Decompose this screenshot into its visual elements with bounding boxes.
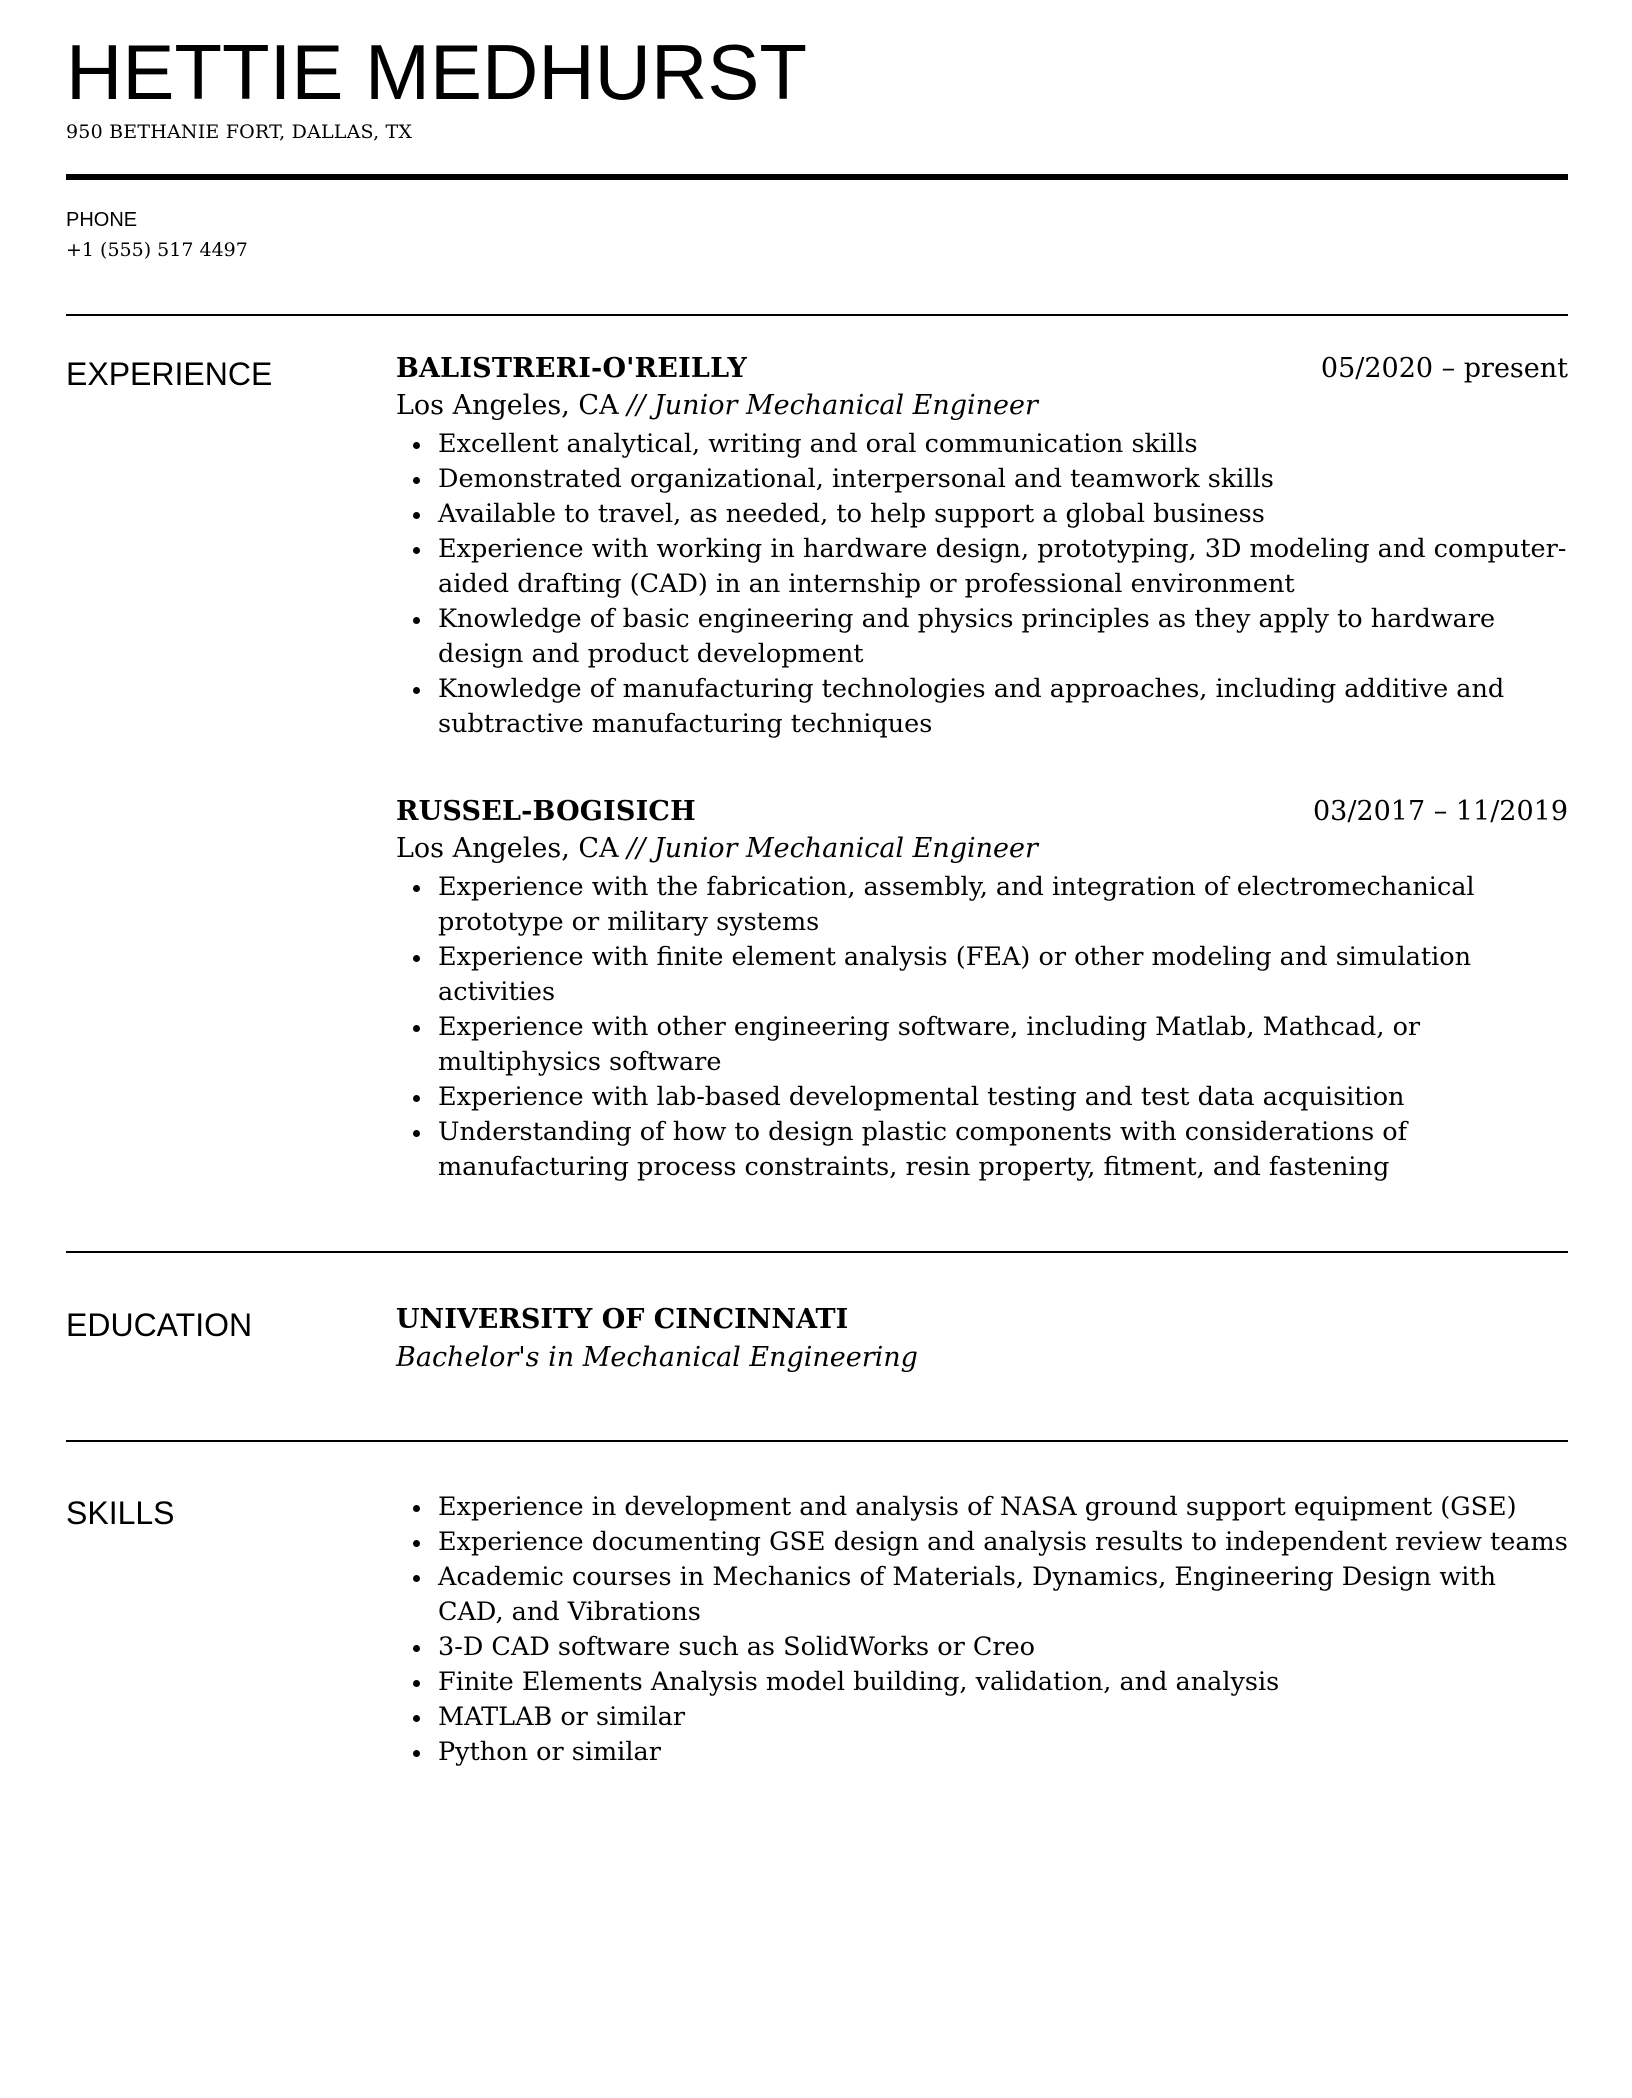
list-item: Finite Elements Analysis model building, validation, and analysis	[438, 1665, 1568, 1700]
list-item: Experience documenting GSE design and analysis results to independent review teams	[438, 1525, 1568, 1560]
phone-value: +1 (555) 517 4497	[66, 239, 248, 261]
skills-section	[66, 1490, 1568, 1770]
job-header	[396, 794, 1568, 830]
skills-body	[396, 1490, 1568, 1770]
job-dates: 03/2017 – 11/2019	[1313, 796, 1568, 827]
list-item: Excellent analytical, writing and oral communication skills	[438, 427, 1568, 462]
list-item: Experience with working in hardware design, prototyping, 3D modeling and computer-aided drafting (CAD) in an internship or professional environment	[438, 532, 1568, 602]
job-entry	[396, 794, 1568, 1185]
job-company: RUSSEL-BOGISICH	[396, 796, 696, 827]
job-company: BALISTRERI-O'REILLY	[396, 353, 748, 384]
section-divider	[66, 314, 1568, 316]
job-location: Los Angeles, CA	[396, 833, 619, 864]
phone-label: PHONE	[66, 209, 138, 231]
job-header	[396, 351, 1568, 387]
job-subtitle	[396, 387, 1568, 425]
list-item: Knowledge of manufacturing technologies and approaches, including additive and subtractive manufacturing techniques	[438, 672, 1568, 742]
job-bullets	[396, 427, 1568, 742]
list-item: Experience with the fabrication, assembly, and integration of electromechanical prototype or military systems	[438, 870, 1568, 940]
list-item: Available to travel, as needed, to help support a global business	[438, 497, 1568, 532]
section-divider	[66, 1440, 1568, 1442]
list-item: Python or similar	[438, 1735, 1568, 1770]
education-section	[66, 1302, 1568, 1378]
job-separator: //	[627, 390, 646, 421]
candidate-name: HETTIE MEDHURST	[66, 28, 807, 116]
candidate-address: 950 BETHANIE FORT, DALLAS, TX	[66, 121, 413, 143]
header-divider	[66, 174, 1568, 180]
list-item: Knowledge of basic engineering and physics principles as they apply to hardware design and product development	[438, 602, 1568, 672]
job-entry	[396, 351, 1568, 742]
contact-block	[66, 208, 1568, 262]
section-title-skills: SKILLS	[66, 1495, 175, 1531]
list-item: Academic courses in Mechanics of Materials, Dynamics, Engineering Design with CAD, and Vibrations	[438, 1560, 1568, 1630]
experience-body	[396, 351, 1568, 1185]
job-subtitle	[396, 830, 1568, 868]
job-role: Junior Mechanical Engineer	[653, 833, 1038, 864]
experience-section	[66, 351, 1568, 1185]
job-location: Los Angeles, CA	[396, 390, 619, 421]
skills-list	[396, 1490, 1568, 1770]
list-item: Demonstrated organizational, interpersonal and teamwork skills	[438, 462, 1568, 497]
list-item: 3-D CAD software such as SolidWorks or Creo	[438, 1630, 1568, 1665]
list-item: Experience with lab-based developmental testing and test data acquisition	[438, 1080, 1568, 1115]
section-title-experience: EXPERIENCE	[66, 356, 273, 392]
job-separator: //	[627, 833, 646, 864]
job-bullets	[396, 870, 1568, 1185]
job-role: Junior Mechanical Engineer	[653, 390, 1038, 421]
list-item: Experience in development and analysis of NASA ground support equipment (GSE)	[438, 1490, 1568, 1525]
job-dates: 05/2020 – present	[1320, 353, 1568, 384]
resume-page	[66, 0, 1568, 1770]
education-body	[396, 1302, 1568, 1378]
list-item: Experience with finite element analysis (FEA) or other modeling and simulation activities	[438, 940, 1568, 1010]
section-title-education: EDUCATION	[66, 1307, 253, 1343]
list-item: Understanding of how to design plastic components with considerations of manufacturing process constraints, resin property, fitment, and fastening	[438, 1115, 1568, 1185]
list-item: MATLAB or similar	[438, 1700, 1568, 1735]
list-item: Experience with other engineering software, including Matlab, Mathcad, or multiphysics software	[438, 1010, 1568, 1080]
education-degree: Bachelor's in Mechanical Engineering	[396, 1342, 918, 1373]
section-divider	[66, 1251, 1568, 1253]
education-school: UNIVERSITY OF CINCINNATI	[396, 1304, 849, 1335]
